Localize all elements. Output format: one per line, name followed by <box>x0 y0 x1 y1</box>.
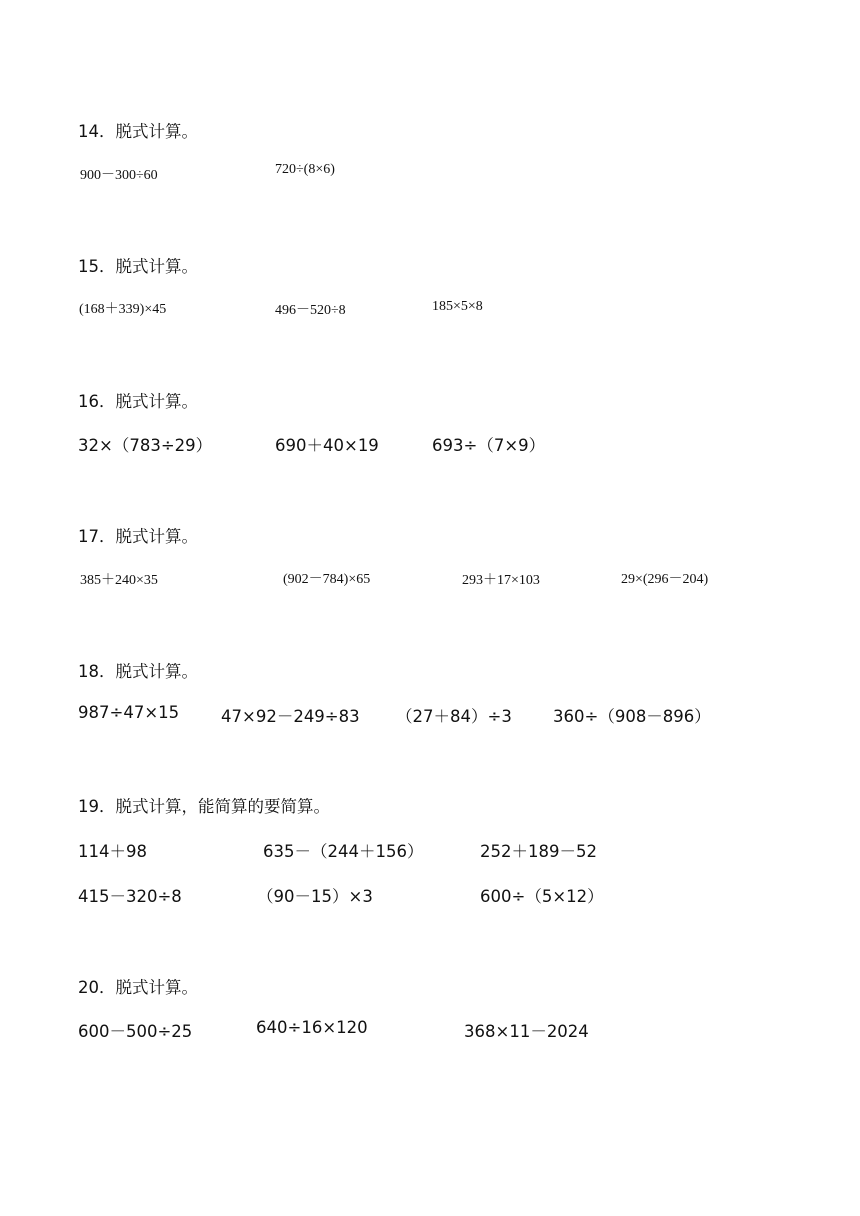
q19-expr-1: 114＋98 <box>78 842 147 861</box>
question-15-label: 15．脱式计算。 <box>78 257 198 276</box>
q16-expr-3: 693÷（7×9） <box>432 436 546 455</box>
q14-expr-2: 720÷(8×6) <box>275 162 335 177</box>
q15-expr-3: 185×5×8 <box>432 299 483 314</box>
q16-expr-1: 32×（783÷29） <box>78 436 213 455</box>
question-20-label: 20．脱式计算。 <box>78 978 198 997</box>
q17-expr-2: (902－784)×65 <box>283 572 371 587</box>
q17-expr-3: 293＋17×103 <box>462 573 540 588</box>
q16-expr-2: 690＋40×19 <box>275 436 379 455</box>
q20-expr-3: 368×11－2024 <box>464 1022 589 1041</box>
question-19-label: 19．脱式计算，能简算的要简算。 <box>78 797 330 816</box>
question-14-label: 14．脱式计算。 <box>78 122 198 141</box>
q18-expr-3: （27＋84）÷3 <box>396 707 512 726</box>
q20-expr-2: 640÷16×120 <box>256 1018 368 1037</box>
q19-expr-5: （90－15）×3 <box>257 887 373 906</box>
q20-expr-1: 600－500÷25 <box>78 1022 193 1041</box>
question-16-label: 16．脱式计算。 <box>78 392 198 411</box>
q19-expr-6: 600÷（5×12） <box>480 887 604 906</box>
q17-expr-1: 385＋240×35 <box>80 573 158 588</box>
q18-expr-2: 47×92－249÷83 <box>221 707 360 726</box>
q18-expr-4: 360÷（908－896） <box>553 707 711 726</box>
q17-expr-4: 29×(296－204) <box>621 572 709 587</box>
question-18-label: 18．脱式计算。 <box>78 662 198 681</box>
question-17-label: 17．脱式计算。 <box>78 527 198 546</box>
q19-expr-3: 252＋189－52 <box>480 842 597 861</box>
q18-expr-1: 987÷47×15 <box>78 703 180 722</box>
q15-expr-2: 496－520÷8 <box>275 303 346 318</box>
q14-expr-1: 900－300÷60 <box>80 168 158 183</box>
q19-expr-2: 635－（244＋156） <box>263 842 424 861</box>
q19-expr-4: 415－320÷8 <box>78 887 182 906</box>
q15-expr-1: (168＋339)×45 <box>79 302 167 317</box>
